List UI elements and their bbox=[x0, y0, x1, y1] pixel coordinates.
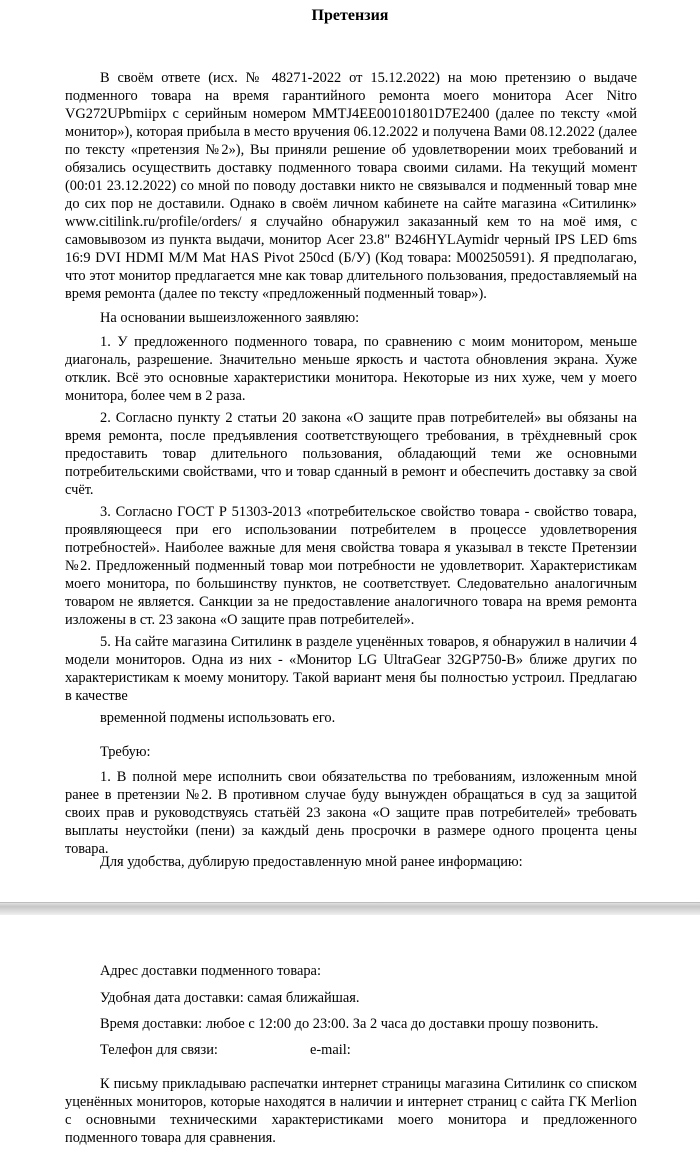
demand-heading: Требую: bbox=[100, 744, 151, 760]
claim-point-3: 3. Согласно ГОСТ Р 51303-2013 «потребительское свойство товара - свойство товара, проявляющееся при его использовании потребителем в процессе удовлетворения потребностей». Наиболее важные для меня свойства товара я указывал в тексте Претензии №2. Предложенный подменный товар мои потребности не удовлетворит. Характеристикам моего монитора, по большинству пунктов, не соответствует. Следовательно аналогичным товаром не является. Санкции за не предоставление аналогичного товара на время ремонта изложены в ст. 23 закона «О защите прав потребителей». bbox=[65, 504, 637, 628]
attachment-paragraph: К письму прикладываю распечатки интернет страницы магазина Ситилинк со списком уценённых мониторов, которые находятся в наличии и интернет страниц с сайта ГК Merlion с основными техническими характеристиками моего монитора и предложенного подменного товара для сравнения. bbox=[65, 1076, 637, 1146]
claim-point-5-continued: временной подмены использовать его. bbox=[100, 710, 336, 726]
intro-paragraph: В своём ответе (исх. № 48271-2022 от 15.12.2022) на мою претензию о выдаче подменного товара на время гарантийного ремонта моего монитора Acer Nitro VG272UPbmiipx с серийным номером MMTJ4EE00101801D7E2400 (далее по тексту «мой монитор»), которая прибыла в место вручения 06.12.2022 и получена Вами 08.12.2022 (далее по тексту «претензия №2»), Вы приняли решение об удовлетворении моих требований и обязались осуществить доставку подменного товара своими силами. На текущий момент (00:01 23.12.2022) со мной по поводу доставки никто не связывался и подменный товар мне до сих пор не доставили. Однако в своём личном кабинете на сайте магазина «Ситилинк» www.citilink.ru/profile/orders/ я случайно обнаружил заказанный кем то на моё имя, с самовывозом из пункта выдачи, монитор Acer 23.8" B246HYLAymidr черный IPS LED 6ms 16:9 DVI HDMI M/M Mat HAS Pivot 250cd (Б/У) (Код товара: M00250591). Я предполагаю, что этот монитор предлагается мне как товар длительного пользования, предоставляемый на время ремонта (далее по тексту «предложенный подменный товар»). bbox=[65, 70, 637, 302]
document-title: Претензия bbox=[311, 7, 389, 24]
claim-point-5: 5. На сайте магазина Ситилинк в разделе уценённых товаров, я обнаружил в наличии 4 модели мониторов. Одна из них - «Монитор LG UltraGear 32GP750-B» ближе других по характеристикам к моему монитору. Такой вариант меня бы полностью устроил. Предлагаю в качестве bbox=[65, 634, 637, 704]
duplicate-info-note: Для удобства, дублирую предоставленную мной ранее информацию: bbox=[100, 854, 523, 870]
declare-heading: На основании вышеизложенного заявляю: bbox=[100, 310, 360, 326]
delivery-time-line: Время доставки: любое с 12:00 до 23:00. За 2 часа до доставки прошу позвонить. bbox=[100, 1016, 599, 1032]
phone-label: Телефон для связи: bbox=[100, 1042, 218, 1058]
claim-point-1: 1. У предложенного подменного товара, по сравнению с моим монитором, меньше диагональ, разрешение. Значительно меньше яркость и частота обновления экрана. Хуже отклик. Всё это основные характеристики монитора. Некоторые из них хуже, чем у моего монитора, более чем в 2 раза. bbox=[65, 334, 637, 404]
delivery-date-line: Удобная дата доставки: самая ближайшая. bbox=[100, 990, 360, 1006]
contact-line bbox=[100, 1041, 351, 1059]
delivery-address-line: Адрес доставки подменного товара: bbox=[100, 963, 321, 979]
claim-point-2: 2. Согласно пункту 2 статьи 20 закона «О защите прав потребителей» вы обязаны на время ремонта, после предъявления соответствующего требования, в трёхдневный срок предоставить товар длительного пользования, обладающий теми же основными потребительскими свойствами, что и товар сданный в ремонт и обеспечить доставку за свой счёт. bbox=[65, 410, 637, 498]
email-label: e-mail: bbox=[310, 1042, 351, 1058]
document-page-2 bbox=[0, 910, 700, 1160]
demand-point-1: 1. В полной мере исполнить свои обязательства по требованиям, изложенным мной ранее в претензии №2. В противном случае буду вынужден обращаться в суд за защитой своих прав и руководствуясь статьёй 23 закона «О защите прав потребителей» требовать выплаты неустойки (пени) за каждый день просрочки в размере одного процента цены товара. bbox=[65, 769, 637, 857]
